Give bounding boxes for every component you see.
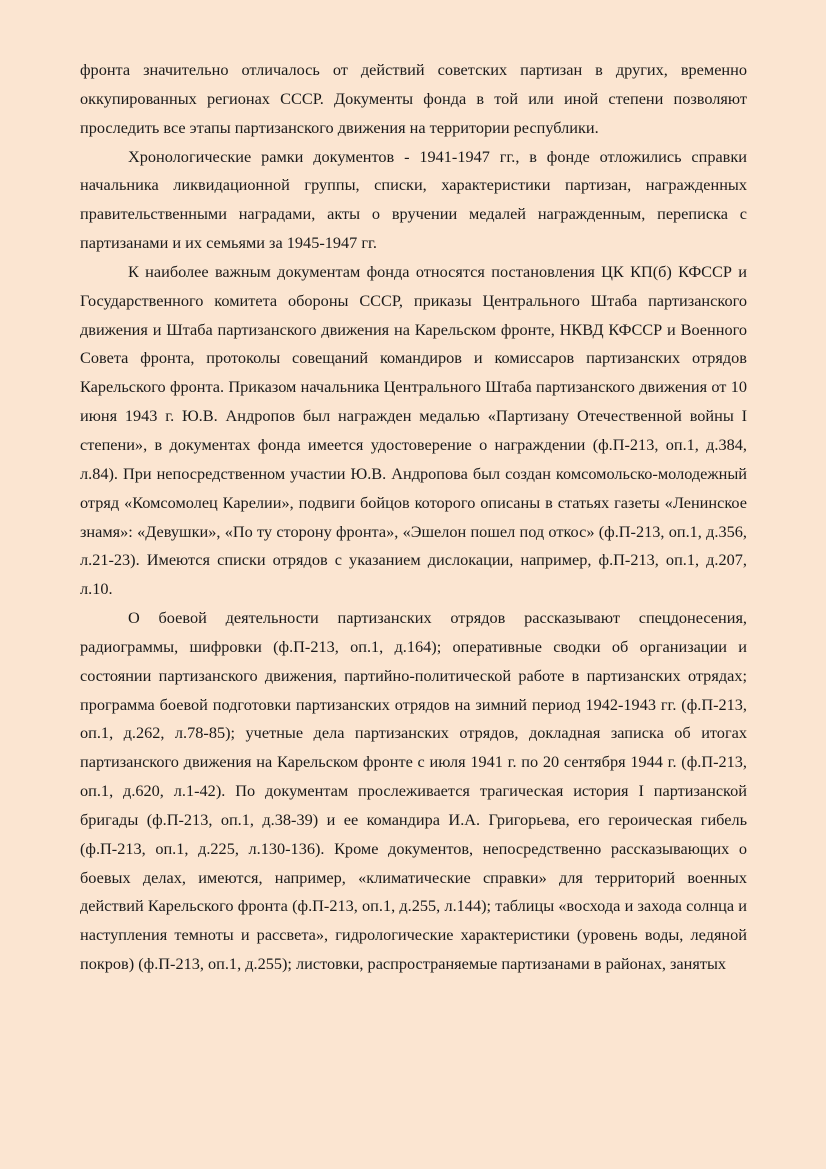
document-body bbox=[80, 56, 747, 979]
paragraph-chronology: Хронологические рамки документов - 1941-1947 гг., в фонде отложились справки начальника ликвидационной группы, списки, характеристики партизан, награжденных правительственными наградами, акты о вручении медалей награжденным, переписка с партизанами и их семьями за 1945-1947 гг. bbox=[80, 146, 747, 253]
paragraph-key-documents: К наиболее важным документам фонда относятся постановления ЦК КП(б) КФССР и Государственного комитета обороны СССР, приказы Центрального Штаба партизанского движения и Штаба партизанского движения на Карельском фронте, НКВД КФССР и Военного Совета фронта, протоколы совещаний командиров и комиссаров партизанских отрядов Карельского фронта. Приказом начальника Центрального Штаба партизанского движения от 10 июня 1943 г. Ю.В. Андропов был награжден медалью «Партизану Отечественной войны I степени», в документах фонда имеется удостоверение о награждении (ф.П-213, оп.1, д.384, л.84). При непосредственном участии Ю.В. Андропова был создан комсомольско-молодежный отряд «Комсомолец Карелии», подвиги бойцов которого описаны в статьях газеты «Ленинское знамя»: «Девушки», «По ту сторону фронта», «Эшелон пошел под откос» (ф.П-213, оп.1, д.356, л.21-23). Имеются списки отрядов с указанием дислокации, например, ф.П-213, оп.1, д.207, л.10. bbox=[80, 261, 747, 599]
paragraph-continuation: фронта значительно отличалось от действий советских партизан в других, временно оккупированных регионах СССР. Документы фонда в той или иной степени позволяют проследить все этапы партизанского движения на территории республики. bbox=[80, 60, 747, 137]
paragraph-combat-activity: О боевой деятельности партизанских отрядов рассказывают спецдонесения, радиограммы, шифровки (ф.П-213, оп.1, д.164); оперативные сводки об организации и состоянии партизанского движения, партийно-политической работе в партизанских отрядах; программа боевой подготовки партизанских отрядов на зимний период 1942-1943 гг. (ф.П-213, оп.1, д.262, л.78-85); учетные дела партизанских отрядов, докладная записка об итогах партизанского движения на Карельском фронте с июля 1941 г. по 20 сентября 1944 г. (ф.П-213, оп.1, д.620, л.1-42). По документам прослеживается трагическая история I партизанской бригады (ф.П-213, оп.1, д.38-39) и ее командира И.А. Григорьева, его героическая гибель (ф.П-213, оп.1, д.225, л.130-136). Кроме документов, непосредственно рассказывающих о боевых делах, имеются, например, «климатические справки» для территорий военных действий Карельского фронта (ф.П-213, оп.1, д.255, л.144); таблицы «восхода и захода солнца и наступления темноты и рассвета», гидрологические характеристики (уровень воды, ледяной покров) (ф.П-213, оп.1, д.255); листовки, распространяемые партизанами в районах, занятых bbox=[80, 608, 747, 974]
